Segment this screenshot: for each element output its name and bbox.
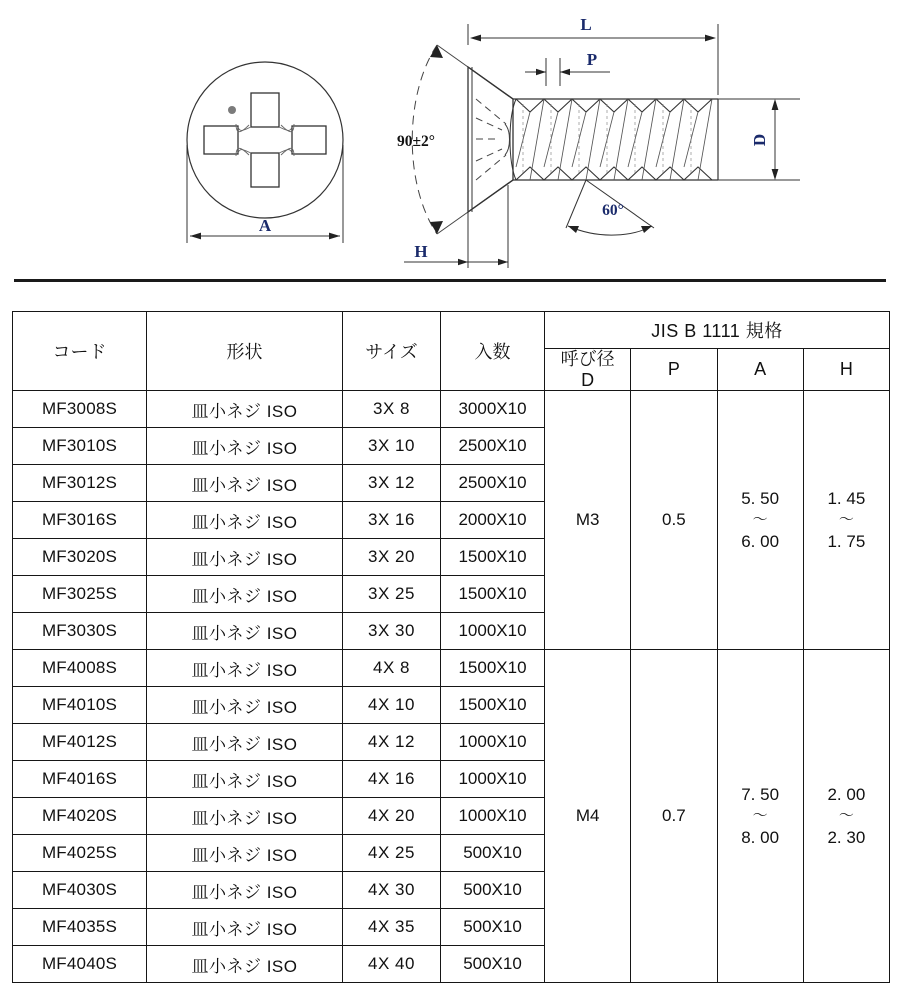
table-row bbox=[13, 391, 890, 428]
cell-shape: 皿小ネジ ISO bbox=[147, 724, 343, 761]
cell-shape: 皿小ネジ ISO bbox=[147, 465, 343, 502]
dim-label-H: H bbox=[414, 242, 428, 261]
cell-a-range-min: 5. 50 bbox=[741, 488, 780, 508]
cell-shape: 皿小ネジ ISO bbox=[147, 576, 343, 613]
cell-shape: 皿小ネジ ISO bbox=[147, 798, 343, 835]
cell-a-range-max: 8. 00 bbox=[741, 827, 780, 847]
cell-shape: 皿小ネジ ISO bbox=[147, 761, 343, 798]
technical-drawing bbox=[0, 0, 900, 280]
cell-code: MF4016S bbox=[13, 761, 147, 798]
cell-shape: 皿小ネジ ISO bbox=[147, 539, 343, 576]
cell-qty: 3000X10 bbox=[441, 391, 545, 428]
cell-code: MF3025S bbox=[13, 576, 147, 613]
cell-size: 4X 16 bbox=[343, 761, 441, 798]
cell-size: 4X 35 bbox=[343, 909, 441, 946]
cell-h-range-max: 1. 75 bbox=[827, 531, 866, 551]
cell-size: 3X 30 bbox=[343, 613, 441, 650]
cell-a-range-min: 7. 50 bbox=[741, 784, 780, 804]
cell-h-range bbox=[803, 650, 889, 983]
cell-size: 4X 10 bbox=[343, 687, 441, 724]
cell-code: MF3016S bbox=[13, 502, 147, 539]
cell-size: 4X 25 bbox=[343, 835, 441, 872]
cell-code: MF4030S bbox=[13, 872, 147, 909]
cell-qty: 2000X10 bbox=[441, 502, 545, 539]
cell-h-range-max: 2. 30 bbox=[827, 827, 866, 847]
cell-shape: 皿小ネジ ISO bbox=[147, 613, 343, 650]
cell-shape: 皿小ネジ ISO bbox=[147, 650, 343, 687]
cell-a-range-separator: 〜 bbox=[752, 511, 768, 529]
cell-shape: 皿小ネジ ISO bbox=[147, 872, 343, 909]
cell-a-range bbox=[717, 650, 803, 983]
cell-qty: 1500X10 bbox=[441, 539, 545, 576]
cell-qty: 2500X10 bbox=[441, 428, 545, 465]
col-header-nominal-diameter-top: 呼び径 bbox=[560, 349, 615, 369]
cell-qty: 1000X10 bbox=[441, 724, 545, 761]
thread-angle-label: 60° bbox=[602, 202, 624, 219]
cell-size: 4X 40 bbox=[343, 946, 441, 983]
cell-size: 4X 30 bbox=[343, 872, 441, 909]
cell-shape: 皿小ネジ ISO bbox=[147, 502, 343, 539]
spec-table-wrapper bbox=[12, 311, 890, 983]
cell-qty: 1000X10 bbox=[441, 613, 545, 650]
cell-a-range bbox=[717, 391, 803, 650]
cell-h-range-separator: 〜 bbox=[838, 807, 854, 825]
cell-qty: 500X10 bbox=[441, 872, 545, 909]
col-header-nominal-diameter bbox=[545, 349, 631, 391]
cell-shape: 皿小ネジ ISO bbox=[147, 909, 343, 946]
table-body bbox=[13, 391, 890, 983]
cell-size: 4X 20 bbox=[343, 798, 441, 835]
table-header-group-row bbox=[13, 312, 890, 349]
cell-qty: 1500X10 bbox=[441, 687, 545, 724]
col-header-code: コード bbox=[13, 312, 147, 391]
cell-shape: 皿小ネジ ISO bbox=[147, 428, 343, 465]
col-header-quantity: 入数 bbox=[441, 312, 545, 391]
col-header-pitch: P bbox=[631, 349, 717, 391]
head-angle-label: 90±2° bbox=[397, 133, 435, 150]
cell-qty: 500X10 bbox=[441, 946, 545, 983]
cell-qty: 500X10 bbox=[441, 835, 545, 872]
cell-code: MF3020S bbox=[13, 539, 147, 576]
cell-code: MF3030S bbox=[13, 613, 147, 650]
cell-code: MF4010S bbox=[13, 687, 147, 724]
cell-size: 3X 25 bbox=[343, 576, 441, 613]
flat-head-side-view bbox=[404, 24, 800, 268]
dim-label-D: D bbox=[750, 133, 769, 147]
cell-pitch: 0.5 bbox=[631, 391, 717, 650]
cell-shape: 皿小ネジ ISO bbox=[147, 687, 343, 724]
col-header-jis-group: JIS B 1111 規格 bbox=[545, 312, 890, 349]
cell-size: 4X 8 bbox=[343, 650, 441, 687]
cell-shape: 皿小ネジ ISO bbox=[147, 391, 343, 428]
cell-code: MF3008S bbox=[13, 391, 147, 428]
cell-code: MF3010S bbox=[13, 428, 147, 465]
col-header-size: サイズ bbox=[343, 312, 441, 391]
col-header-h: H bbox=[803, 349, 889, 391]
cell-a-range-max: 6. 00 bbox=[741, 531, 780, 551]
cell-qty: 1000X10 bbox=[441, 798, 545, 835]
cell-nominal-diameter: M3 bbox=[545, 391, 631, 650]
col-header-a: A bbox=[717, 349, 803, 391]
dim-label-P: P bbox=[586, 50, 598, 69]
cell-h-range bbox=[803, 391, 889, 650]
cell-size: 4X 12 bbox=[343, 724, 441, 761]
cell-size: 3X 8 bbox=[343, 391, 441, 428]
cell-qty: 1500X10 bbox=[441, 576, 545, 613]
cell-code: MF3012S bbox=[13, 465, 147, 502]
cell-a-range-separator: 〜 bbox=[752, 807, 768, 825]
cell-size: 3X 10 bbox=[343, 428, 441, 465]
table-head bbox=[13, 312, 890, 391]
col-header-shape: 形状 bbox=[147, 312, 343, 391]
cell-code: MF4035S bbox=[13, 909, 147, 946]
product-spec-table bbox=[12, 311, 890, 983]
cell-qty: 500X10 bbox=[441, 909, 545, 946]
dim-label-L: L bbox=[580, 15, 592, 34]
cell-size: 3X 12 bbox=[343, 465, 441, 502]
cell-code: MF4020S bbox=[13, 798, 147, 835]
cell-size: 3X 16 bbox=[343, 502, 441, 539]
cell-shape: 皿小ネジ ISO bbox=[147, 835, 343, 872]
col-header-nominal-diameter-bottom: D bbox=[581, 369, 595, 390]
cell-code: MF4040S bbox=[13, 946, 147, 983]
cell-code: MF4025S bbox=[13, 835, 147, 872]
cell-code: MF4008S bbox=[13, 650, 147, 687]
cell-size: 3X 20 bbox=[343, 539, 441, 576]
table-row bbox=[13, 650, 890, 687]
cell-pitch: 0.7 bbox=[631, 650, 717, 983]
section-divider bbox=[14, 279, 886, 282]
cell-shape: 皿小ネジ ISO bbox=[147, 946, 343, 983]
cell-h-range-min: 1. 45 bbox=[827, 488, 866, 508]
cell-nominal-diameter: M4 bbox=[545, 650, 631, 983]
cell-qty: 1500X10 bbox=[441, 650, 545, 687]
cell-qty: 2500X10 bbox=[441, 465, 545, 502]
cell-code: MF4012S bbox=[13, 724, 147, 761]
cell-h-range-min: 2. 00 bbox=[827, 784, 866, 804]
dim-label-A: A bbox=[258, 216, 272, 235]
cell-qty: 1000X10 bbox=[441, 761, 545, 798]
cell-h-range-separator: 〜 bbox=[838, 511, 854, 529]
